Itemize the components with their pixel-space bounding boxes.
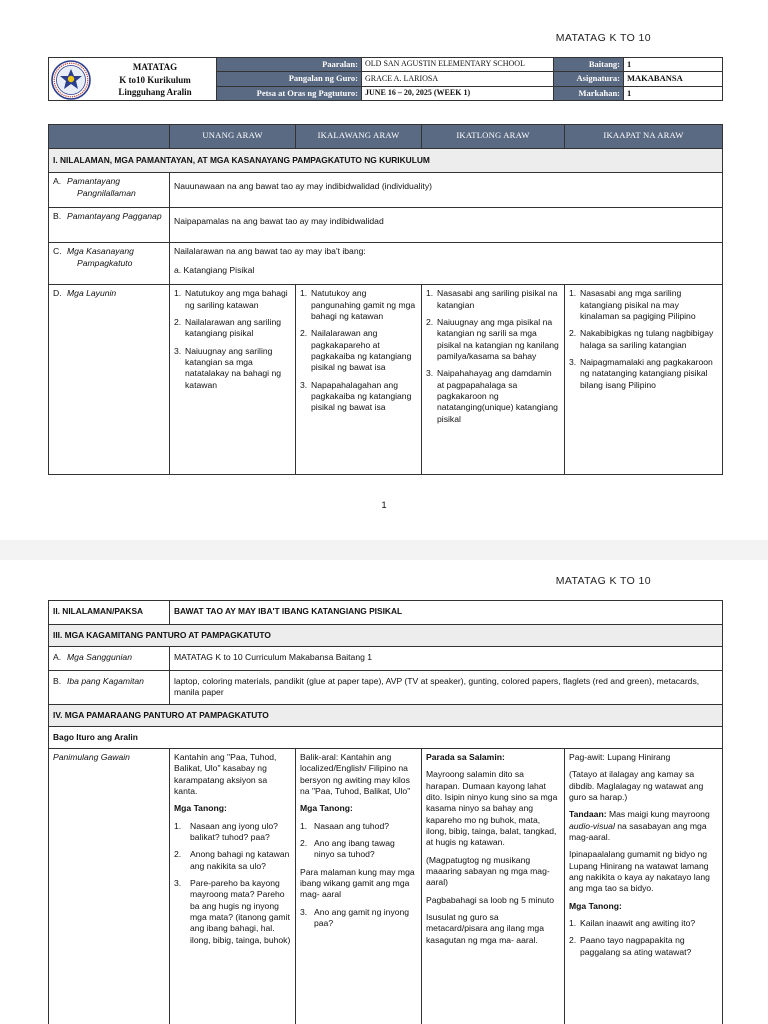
references-text: MATATAG K to 10 Curriculum Makabansa Baitang 1 (170, 647, 723, 671)
running-header: MATATAG K TO 10 (555, 32, 651, 44)
question-item: 1. Nasaan ang tuhod? (300, 820, 390, 831)
title-line-matatag: MATATAG (132, 62, 178, 72)
objective-item: 1. Natutukoy ang mga bahagi ng sariling katawan (174, 288, 288, 310)
objectives-day2 (296, 285, 422, 475)
objective-item: 2. Nailalarawan ang sariling katangiang pisikal (174, 317, 282, 339)
learning-competency-cell (170, 243, 723, 285)
lesson-header (48, 57, 723, 101)
row-b-num: B. (53, 211, 62, 222)
lesson-table-page2 (48, 600, 723, 1024)
row-c-label-line1: Mga Kasanayang (67, 246, 134, 257)
day2-intro-text: Balik-aral: Kantahin ang localized/English/ Filipino na bersyon ng awiting may kilos na "Paa, Tuhod, Balikat, Ulo" (300, 752, 411, 797)
school-label: Paaralan: (217, 58, 362, 72)
subject-label: Asignatura: (554, 72, 624, 86)
running-header-page2: MATATAG K TO 10 (555, 575, 651, 587)
objective-item: 2. Naiuugnay ang mga pisikal na katangian ng sarili sa mga pisikal na katangian ng kanilang pamilya/kasama sa bahay (426, 317, 559, 362)
intro-activity-day2 (296, 749, 422, 1024)
day3-paragraph: Isusulat ng guro sa metacard/pisara ang ilang mga kasagutan ng mga ma- aaral. (426, 912, 544, 945)
intro-activity-day4 (565, 749, 723, 1024)
objective-item: 2. Nakabibigkas ng tulang nagbibigay halaga sa sariling katangian (569, 328, 714, 350)
day4-header: IKAAPAT NA ARAW (565, 125, 723, 149)
other-materials-text: laptop, coloring materials, pandikit (glue at paper tape), AVP (TV at speaker), gunting, colored papers, flaglets (red and green), metacards, manila paper (170, 671, 723, 705)
day3-paragraph: Pagbabahagi sa loob ng 5 minuto (426, 894, 555, 905)
day2-questions-heading: Mga Tanong: (300, 803, 353, 814)
day1-questions-heading: Mga Tanong: (174, 803, 227, 814)
row-a-label-line1: Pamantayang (67, 176, 121, 187)
quarter-label: Markahan: (554, 86, 624, 100)
page-gap (0, 540, 768, 560)
day4-questions-heading: Mga Tanong: (569, 900, 622, 911)
intro-activity-label: Panimulang Gawain (49, 749, 170, 1024)
row-c-label-line2: Pampagkatuto (77, 257, 133, 268)
question-item: 2. Anong bahagi ng katawan ang nakikita sa ulo? (174, 849, 290, 871)
row-a-label (49, 173, 170, 208)
title-line-lingguhang-aralin: Lingguhang Aralin (118, 87, 192, 97)
before-lesson-heading: Bago Ituro ang Aralin (49, 727, 723, 749)
objectives-day3 (422, 285, 565, 475)
day2-header: IKALAWANG ARAW (296, 125, 422, 149)
objectives-day1 (170, 285, 296, 475)
day4-paragraph: Ipinapaalalang gumamit ng bidyo ng Lupang Hinirang na watawat lamang ang nakikita o kaya ay nakatayo lang ang mga tao sa bidyo. (569, 849, 710, 894)
subject-value: MAKABANSA (624, 72, 723, 86)
objective-item: 3. Napapahalagahan ang pagkakaiba ng katangiang pisikal ng bawat isa (300, 379, 412, 413)
title-line-kurikulum: K to10 Kurikulum (119, 74, 191, 85)
corner-header-cell (49, 125, 170, 149)
competency-text: Nailalarawan na ang bawat tao ay may iba't ibang: (174, 246, 366, 257)
question-item: 3. Pare-pareho ba kayong mayroong mata? Pareho ba ang hugis ng inyong mga mata? (itanong gamit ang ibang bahagi, hal. ilong, bibig, tainga, buhok) (174, 878, 291, 945)
row-a-num: A. (53, 176, 62, 187)
content-topic-value: BAWAT TAO AY MAY IBA'T IBANG KATANGIANG PISIKAL (170, 601, 723, 625)
row-d-num: D. (53, 288, 62, 299)
objective-item: 1. Nasasabi ang sariling pisikal na katangian (426, 288, 558, 310)
objective-item: 2. Nailalarawan ang pagkakapareho at pagkakaiba ng katangiang pisikal ng bawat isa (300, 328, 412, 373)
references-label (49, 647, 170, 671)
page-2 (0, 560, 768, 1024)
teacher-value: GRACE A. LARIOSA (362, 72, 554, 86)
day4-paragraph: (Tatayo at ilalagay ang kamay sa dibdib. Maglalagay ng watawat ang guro sa harap.) (569, 769, 704, 803)
question-item: 2. Ano ang ibang tawag ninyo sa tuhod? (300, 838, 395, 860)
row-d-label-text: Mga Layunin (67, 288, 117, 299)
objective-item: 3. Naiuugnay ang sariling katangian sa mga natatalakay na bahagi ng katawan (174, 345, 282, 390)
row-b-label (49, 208, 170, 243)
content-standard-text: Nauunawaan na ang bawat tao ay may indibidwalidad (individuality) (170, 173, 723, 208)
day3-header: IKATLONG ARAW (422, 125, 565, 149)
day3-paragraph: (Magpatugtog ng musikang maaaring sabayan ng mga mag-aaral) (426, 854, 550, 888)
performance-standard-text: Naipapamalas na ang bawat tao ay may indibidwalidad (170, 208, 723, 243)
references-label-text: Mga Sanggunian (67, 652, 132, 662)
grade-value: 1 (624, 58, 723, 72)
row-a-label-line2: Pangnilallaman (77, 187, 136, 198)
page-number: 1 (381, 500, 387, 511)
objective-item: 3. Naipahahayag ang damdamin at pagpapahalaga sa pagkakaroon ng natatanging(unique) katangiang pisikal (426, 368, 558, 424)
intro-activity-day3 (422, 749, 565, 1024)
row-d-label (49, 285, 170, 475)
content-topic-label: II. NILALAMAN/PAKSA (49, 601, 170, 625)
row-b-label-text: Pamantayang Pagganap (67, 211, 162, 222)
other-materials-num: B. (53, 676, 62, 686)
school-value: OLD SAN AGUSTIN ELEMENTARY SCHOOL (362, 58, 554, 72)
other-materials-label (49, 671, 170, 705)
references-num: A. (53, 652, 62, 662)
header-title-cell (49, 58, 217, 101)
objective-item: 1. Nasasabi ang mga sariling katangiang pisikal na may kinalaman sa pagiging Pilipino (569, 288, 696, 322)
day1-header: UNANG ARAW (170, 125, 296, 149)
section-4-heading: IV. MGA PAMARAANG PANTURO AT PAMPAGKATUTO (49, 705, 723, 727)
row-c-label (49, 243, 170, 285)
question-item: 2. Paano tayo nagpapakita ng paggalang sa ating watawat? (569, 935, 692, 957)
section-1-heading: I. NILALAMAN, MGA PAMANTAYAN, AT MGA KASANAYANG PAMPAGKATUTO NG KURIKULUM (49, 149, 723, 173)
day1-intro-text: Kantahin ang "Paa, Tuhod, Balikat, Ulo" kasabay ng karampatang aksiyon sa kanta. (174, 752, 277, 797)
competency-item: a. Katangiang Pisikal (174, 264, 255, 275)
question-item: 1. Nasaan ang iyong ulo? balikat? tuhod? paa? (174, 820, 278, 843)
row-c-num: C. (53, 246, 62, 257)
day2-mid-text: Para malaman kung may mga ibang wikang gamit ang mga mag- aaral (300, 866, 415, 900)
header-title (95, 61, 215, 99)
other-materials-label-text: Iba pang Kagamitan (67, 676, 144, 686)
objective-item: 1. Natutukoy ang pangunahing gamit ng mga bahagi ng katawan (300, 288, 416, 322)
day3-activity-heading: Parada sa Salamin: (426, 752, 505, 762)
deped-seal-icon (51, 60, 91, 100)
grade-label: Baitang: (554, 58, 624, 72)
quarter-value: 1 (624, 86, 723, 100)
date-value: JUNE 16 – 20, 2025 (WEEK 1) (362, 86, 554, 100)
teacher-label: Pangalan ng Guro: (217, 72, 362, 86)
date-label: Petsa at Oras ng Pagtuturo: (217, 86, 362, 100)
objective-item: 3. Naipagmamalaki ang pagkakaroon ng natatanging katangiang pisikal bilang isang Pilipino (569, 357, 713, 390)
objectives-day4 (565, 285, 723, 475)
day4-paragraph: Pag-awit: Lupang Hinirang (569, 752, 671, 762)
day3-paragraph: Mayroong salamin dito sa harapan. Dumaan kayong lahat dito. Isipin ninyo kung sino sa mga kasama ninyo sa bahay ang kapareho mo ng buhok, mata, ilong, bibig, tainga, balat, tangkad, at hugis ng katawan. (426, 769, 558, 848)
question-item: 1. Kailan inaawit ang awiting ito? (569, 918, 696, 929)
day4-reminder: Tandaan: Mas maigi kung mayroong audio-visual na sasabayan ang mga mag-aaral. (569, 809, 710, 843)
intro-activity-day1 (170, 749, 296, 1024)
question-item: 3. Ano ang gamit ng inyong paa? (300, 906, 410, 929)
section-3-heading: III. MGA KAGAMITANG PANTURO AT PAMPAGKATUTO (49, 625, 723, 647)
lesson-table-page1 (48, 124, 723, 475)
